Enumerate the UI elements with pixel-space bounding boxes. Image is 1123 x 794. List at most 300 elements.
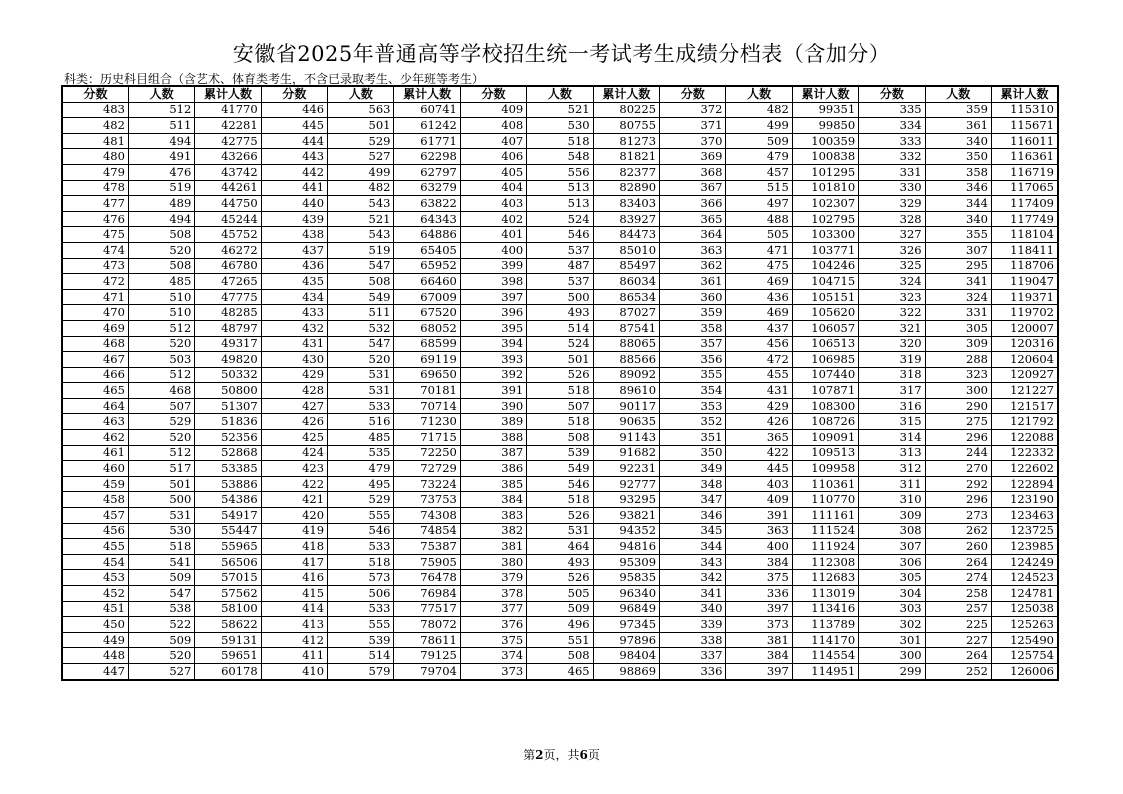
table-cell: 386 (460, 461, 526, 477)
table-cell: 377 (460, 601, 526, 617)
table-cell: 126006 (991, 663, 1058, 679)
table-cell: 520 (328, 352, 394, 368)
table-cell: 468 (128, 383, 194, 399)
table-row (62, 476, 1058, 492)
table-cell: 93821 (593, 508, 659, 524)
table-cell: 388 (460, 430, 526, 446)
table-cell: 466 (62, 367, 128, 383)
column-header: 人数 (328, 86, 394, 102)
table-cell: 99850 (792, 118, 858, 134)
table-cell: 104715 (792, 274, 858, 290)
column-header: 累计人数 (991, 86, 1058, 102)
table-cell: 362 (660, 258, 726, 274)
table-cell: 518 (128, 539, 194, 555)
table-cell: 70181 (394, 383, 460, 399)
table-cell: 511 (128, 118, 194, 134)
column-header: 分数 (859, 86, 925, 102)
table-cell: 332 (859, 149, 925, 165)
table-cell: 563 (328, 102, 394, 118)
table-cell: 88065 (593, 336, 659, 352)
table-cell: 340 (925, 133, 991, 149)
table-cell: 478 (62, 180, 128, 196)
table-cell: 375 (460, 632, 526, 648)
table-cell: 451 (62, 601, 128, 617)
table-cell: 105620 (792, 305, 858, 321)
table-cell: 101295 (792, 164, 858, 180)
table-row (62, 211, 1058, 227)
table-row (62, 414, 1058, 430)
footer-page-number: 2 (535, 748, 544, 762)
table-cell: 260 (925, 539, 991, 555)
table-cell: 509 (726, 133, 792, 149)
table-cell: 471 (726, 242, 792, 258)
table-cell: 471 (62, 289, 128, 305)
table-cell: 71715 (394, 430, 460, 446)
table-cell: 125038 (991, 601, 1058, 617)
table-cell: 393 (460, 352, 526, 368)
table-cell: 77517 (394, 601, 460, 617)
table-cell: 66460 (394, 274, 460, 290)
table-cell: 68052 (394, 320, 460, 336)
table-cell: 92777 (593, 476, 659, 492)
table-row (62, 648, 1058, 664)
table-cell: 123463 (991, 508, 1058, 524)
table-row (62, 149, 1058, 165)
table-cell: 322 (859, 305, 925, 321)
table-cell: 408 (460, 118, 526, 134)
table-row (62, 289, 1058, 305)
table-cell: 479 (726, 149, 792, 165)
table-cell: 573 (328, 570, 394, 586)
table-cell: 516 (328, 414, 394, 430)
table-cell: 527 (128, 663, 194, 679)
table-cell: 425 (261, 430, 327, 446)
table-cell: 455 (62, 539, 128, 555)
table-cell: 474 (62, 242, 128, 258)
table-cell: 546 (527, 227, 593, 243)
table-cell: 119371 (991, 289, 1058, 305)
table-cell: 501 (128, 476, 194, 492)
table-cell: 117409 (991, 196, 1058, 212)
table-cell: 65405 (394, 242, 460, 258)
table-cell: 401 (460, 227, 526, 243)
table-row (62, 445, 1058, 461)
table-cell: 518 (527, 492, 593, 508)
table-cell: 109958 (792, 461, 858, 477)
table-cell: 121792 (991, 414, 1058, 430)
table-cell: 526 (527, 367, 593, 383)
table-cell: 275 (925, 414, 991, 430)
table-cell: 81821 (593, 149, 659, 165)
table-cell: 52356 (195, 430, 261, 446)
table-cell: 104246 (792, 258, 858, 274)
table-cell: 378 (460, 586, 526, 602)
table-cell: 431 (261, 336, 327, 352)
table-cell: 505 (726, 227, 792, 243)
table-cell: 244 (925, 445, 991, 461)
table-cell: 505 (527, 586, 593, 602)
table-cell: 409 (726, 492, 792, 508)
table-cell: 357 (660, 336, 726, 352)
table-cell: 518 (527, 414, 593, 430)
table-cell: 464 (527, 539, 593, 555)
table-cell: 86034 (593, 274, 659, 290)
table-cell: 464 (62, 398, 128, 414)
column-header: 人数 (128, 86, 194, 102)
table-cell: 334 (859, 118, 925, 134)
score-distribution-table (61, 85, 1059, 681)
table-cell: 125490 (991, 632, 1058, 648)
table-cell: 396 (460, 305, 526, 321)
table-cell: 73753 (394, 492, 460, 508)
table-cell: 512 (128, 102, 194, 118)
table-cell: 124781 (991, 586, 1058, 602)
table-cell: 359 (660, 305, 726, 321)
table-cell: 551 (527, 632, 593, 648)
table-cell: 102307 (792, 196, 858, 212)
table-cell: 519 (128, 180, 194, 196)
table-cell: 529 (128, 414, 194, 430)
table-row (62, 320, 1058, 336)
table-cell: 422 (726, 445, 792, 461)
table-cell: 456 (62, 523, 128, 539)
table-cell: 385 (460, 476, 526, 492)
column-header: 累计人数 (394, 86, 460, 102)
table-cell: 445 (261, 118, 327, 134)
table-cell: 518 (527, 383, 593, 399)
table-cell: 119702 (991, 305, 1058, 321)
table-cell: 63822 (394, 196, 460, 212)
table-cell: 547 (328, 336, 394, 352)
table-cell: 48797 (195, 320, 261, 336)
table-cell: 301 (859, 632, 925, 648)
table-cell: 468 (62, 336, 128, 352)
table-cell: 115310 (991, 102, 1058, 118)
table-cell: 72250 (394, 445, 460, 461)
table-cell: 327 (859, 227, 925, 243)
table-cell: 309 (925, 336, 991, 352)
table-cell: 462 (62, 430, 128, 446)
table-cell: 501 (527, 352, 593, 368)
table-cell: 318 (859, 367, 925, 383)
table-row (62, 336, 1058, 352)
table-cell: 415 (261, 586, 327, 602)
table-cell: 508 (328, 274, 394, 290)
table-cell: 335 (859, 102, 925, 118)
table-cell: 529 (328, 133, 394, 149)
table-cell: 47265 (195, 274, 261, 290)
table-cell: 361 (925, 118, 991, 134)
table-cell: 501 (328, 118, 394, 134)
table-cell: 555 (328, 617, 394, 633)
table-row (62, 601, 1058, 617)
table-cell: 428 (261, 383, 327, 399)
table-cell: 225 (925, 617, 991, 633)
table-row (62, 133, 1058, 149)
table-cell: 313 (859, 445, 925, 461)
table-cell: 97345 (593, 617, 659, 633)
table-cell: 549 (328, 289, 394, 305)
table-cell: 117749 (991, 211, 1058, 227)
table-cell: 65952 (394, 258, 460, 274)
table-cell: 122088 (991, 430, 1058, 446)
table-cell: 336 (660, 663, 726, 679)
table-cell: 96849 (593, 601, 659, 617)
table-cell: 44261 (195, 180, 261, 196)
table-cell: 429 (261, 367, 327, 383)
table-cell: 439 (261, 211, 327, 227)
table-cell: 529 (328, 492, 394, 508)
table-cell: 488 (726, 211, 792, 227)
table-cell: 546 (328, 523, 394, 539)
table-cell: 46780 (195, 258, 261, 274)
table-cell: 102795 (792, 211, 858, 227)
table-row (62, 305, 1058, 321)
table-cell: 446 (261, 102, 327, 118)
table-cell: 513 (527, 180, 593, 196)
table-cell: 113019 (792, 586, 858, 602)
table-row (62, 180, 1058, 196)
table-cell: 91143 (593, 430, 659, 446)
table-row (62, 196, 1058, 212)
table-cell: 96340 (593, 586, 659, 602)
table-cell: 350 (925, 149, 991, 165)
table-cell: 317 (859, 383, 925, 399)
table-cell: 292 (925, 476, 991, 492)
table-cell: 384 (726, 554, 792, 570)
table-cell: 324 (859, 274, 925, 290)
table-cell: 321 (859, 320, 925, 336)
table-cell: 485 (128, 274, 194, 290)
table-cell: 391 (460, 383, 526, 399)
table-cell: 531 (128, 508, 194, 524)
table-cell: 304 (859, 586, 925, 602)
table-cell: 54386 (195, 492, 261, 508)
table-cell: 316 (859, 398, 925, 414)
table-cell: 390 (460, 398, 526, 414)
table-cell: 110770 (792, 492, 858, 508)
table-cell: 117065 (991, 180, 1058, 196)
table-cell: 84473 (593, 227, 659, 243)
table-cell: 358 (925, 164, 991, 180)
table-cell: 533 (328, 601, 394, 617)
column-header: 人数 (527, 86, 593, 102)
table-cell: 91682 (593, 445, 659, 461)
column-header: 分数 (660, 86, 726, 102)
table-cell: 46272 (195, 242, 261, 258)
table-cell: 50332 (195, 367, 261, 383)
table-cell: 111924 (792, 539, 858, 555)
table-cell: 437 (726, 320, 792, 336)
table-cell: 470 (62, 305, 128, 321)
table-cell: 556 (527, 164, 593, 180)
table-cell: 520 (128, 648, 194, 664)
table-cell: 123725 (991, 523, 1058, 539)
table-cell: 41770 (195, 102, 261, 118)
table-cell: 92231 (593, 461, 659, 477)
table-cell: 296 (925, 430, 991, 446)
table-cell: 273 (925, 508, 991, 524)
table-cell: 99351 (792, 102, 858, 118)
table-row (62, 367, 1058, 383)
table-cell: 454 (62, 554, 128, 570)
table-cell: 119047 (991, 274, 1058, 290)
table-cell: 395 (460, 320, 526, 336)
table-row (62, 523, 1058, 539)
table-cell: 305 (859, 570, 925, 586)
table-cell: 519 (328, 242, 394, 258)
column-header: 人数 (925, 86, 991, 102)
table-cell: 116011 (991, 133, 1058, 149)
table-cell: 445 (726, 461, 792, 477)
table-cell: 64343 (394, 211, 460, 227)
table-cell: 520 (128, 242, 194, 258)
table-row (62, 554, 1058, 570)
table-cell: 444 (261, 133, 327, 149)
table-cell: 311 (859, 476, 925, 492)
table-row (62, 383, 1058, 399)
table-cell: 376 (460, 617, 526, 633)
table-cell: 463 (62, 414, 128, 430)
table-cell: 520 (128, 430, 194, 446)
table-cell: 60178 (195, 663, 261, 679)
table-cell: 405 (460, 164, 526, 180)
table-cell: 47775 (195, 289, 261, 305)
table-cell: 44750 (195, 196, 261, 212)
table-row (62, 164, 1058, 180)
table-cell: 348 (660, 476, 726, 492)
table-cell: 101810 (792, 180, 858, 196)
table-cell: 329 (859, 196, 925, 212)
table-cell: 380 (460, 554, 526, 570)
table-cell: 430 (261, 352, 327, 368)
footer-suffix: 页 (587, 748, 600, 762)
table-cell: 113789 (792, 617, 858, 633)
table-cell: 333 (859, 133, 925, 149)
table-row (62, 102, 1058, 118)
table-cell: 476 (62, 211, 128, 227)
table-cell: 397 (460, 289, 526, 305)
table-cell: 512 (128, 320, 194, 336)
table-cell: 503 (128, 352, 194, 368)
table-cell: 371 (660, 118, 726, 134)
table-cell: 109091 (792, 430, 858, 446)
table-cell: 394 (460, 336, 526, 352)
table-cell: 42281 (195, 118, 261, 134)
table-cell: 274 (925, 570, 991, 586)
table-cell: 465 (527, 663, 593, 679)
table-cell: 419 (261, 523, 327, 539)
table-cell: 69119 (394, 352, 460, 368)
table-cell: 432 (261, 320, 327, 336)
table-cell: 413 (261, 617, 327, 633)
table-cell: 262 (925, 523, 991, 539)
table-cell: 330 (859, 180, 925, 196)
table-cell: 414 (261, 601, 327, 617)
table-cell: 72729 (394, 461, 460, 477)
table-cell: 384 (460, 492, 526, 508)
table-cell: 336 (726, 586, 792, 602)
table-cell: 307 (859, 539, 925, 555)
table-cell: 98869 (593, 663, 659, 679)
table-cell: 531 (527, 523, 593, 539)
table-cell: 80755 (593, 118, 659, 134)
table-cell: 296 (925, 492, 991, 508)
table-cell: 344 (925, 196, 991, 212)
table-cell: 436 (726, 289, 792, 305)
table-cell: 122332 (991, 445, 1058, 461)
table-cell: 483 (62, 102, 128, 118)
table-cell: 521 (328, 211, 394, 227)
table-cell: 94352 (593, 523, 659, 539)
table-cell: 426 (261, 414, 327, 430)
table-cell: 429 (726, 398, 792, 414)
category-subtitle: 科类：历史科目组合（含艺术、体育类考生，不含已录取考生、少年班等考生） (64, 72, 485, 86)
table-cell: 539 (328, 632, 394, 648)
table-cell: 424 (261, 445, 327, 461)
table-row (62, 663, 1058, 679)
table-cell: 306 (859, 554, 925, 570)
table-cell: 87027 (593, 305, 659, 321)
table-cell: 520 (128, 336, 194, 352)
table-cell: 57562 (195, 586, 261, 602)
table-cell: 353 (660, 398, 726, 414)
table-cell: 539 (527, 445, 593, 461)
table-cell: 547 (328, 258, 394, 274)
table-cell: 88566 (593, 352, 659, 368)
table-cell: 114554 (792, 648, 858, 664)
table-cell: 114170 (792, 632, 858, 648)
table-cell: 387 (460, 445, 526, 461)
table-cell: 324 (925, 289, 991, 305)
table-row (62, 617, 1058, 633)
table-cell: 475 (726, 258, 792, 274)
table-cell: 391 (726, 508, 792, 524)
table-row (62, 492, 1058, 508)
table-cell: 555 (328, 508, 394, 524)
table-cell: 331 (859, 164, 925, 180)
table-cell: 455 (726, 367, 792, 383)
table-cell: 447 (62, 663, 128, 679)
table-cell: 111161 (792, 508, 858, 524)
table-cell: 346 (925, 180, 991, 196)
table-cell: 509 (527, 601, 593, 617)
table-cell: 342 (660, 570, 726, 586)
table-cell: 541 (128, 554, 194, 570)
table-cell: 43742 (195, 164, 261, 180)
table-cell: 323 (925, 367, 991, 383)
table-cell: 450 (62, 617, 128, 633)
table-cell: 363 (660, 242, 726, 258)
table-cell: 472 (726, 352, 792, 368)
table-cell: 494 (128, 133, 194, 149)
table-cell: 344 (660, 539, 726, 555)
table-cell: 448 (62, 648, 128, 664)
table-cell: 475 (62, 227, 128, 243)
table-cell: 341 (660, 586, 726, 602)
table-cell: 411 (261, 648, 327, 664)
table-cell: 365 (660, 211, 726, 227)
column-header: 累计人数 (195, 86, 261, 102)
table-cell: 453 (62, 570, 128, 586)
table-cell: 112308 (792, 554, 858, 570)
column-header: 人数 (726, 86, 792, 102)
table-cell: 497 (726, 196, 792, 212)
table-cell: 518 (527, 133, 593, 149)
table-cell: 59651 (195, 648, 261, 664)
table-cell: 383 (460, 508, 526, 524)
table-cell: 507 (527, 398, 593, 414)
